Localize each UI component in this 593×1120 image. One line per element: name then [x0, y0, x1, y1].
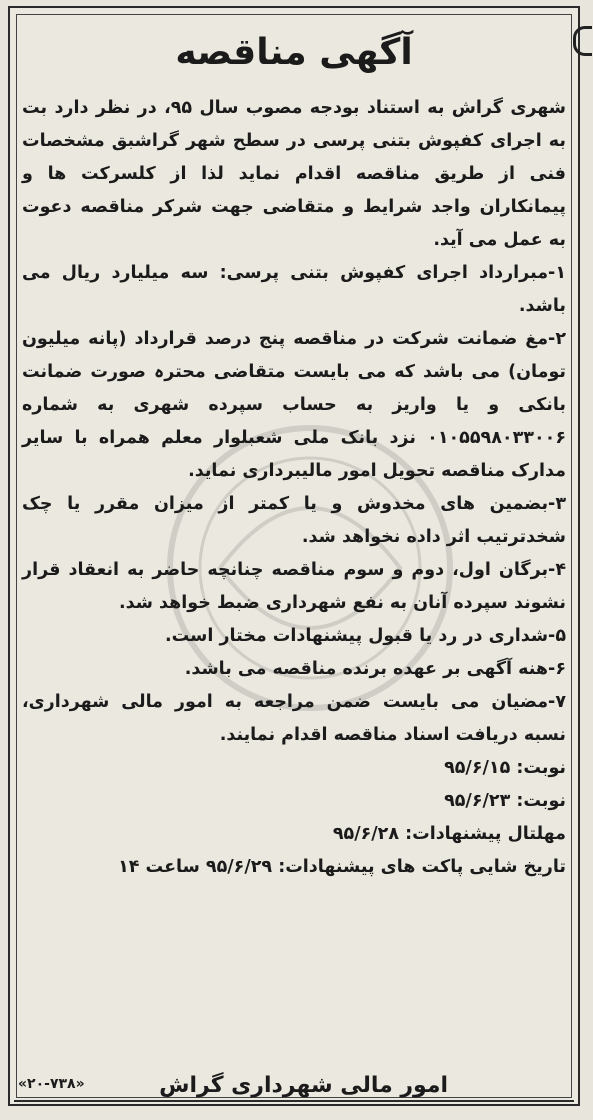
- notice-frame: [8, 6, 580, 1106]
- list-item: ۷-مضیان می بایست ضمن مراجعه به امور مالی شهرداری، نسبه دریافت اسناد مناقصه اقدام نمایند.: [22, 692, 566, 745]
- list-item: ۶-هنه آگهی بر عهده برنده مناقصه می باشد.: [184, 659, 566, 679]
- bottom-divider: [14, 1100, 574, 1102]
- notice-content: [22, 18, 566, 1094]
- notice-title: آگهی مناقصه: [175, 32, 413, 73]
- opening-date: تاریخ شایی پاکت های پیشنهادات: ۹۵/۶/۲۹ ساعت ۱۴: [118, 857, 566, 877]
- list-item: ۳-بضمین های مخدوش و یا کمتر از میزان مقرر یا چک شخدترتیب اثر داده نخواهد شد.: [22, 494, 566, 547]
- list-item: ۴-برگان اول، دوم و سوم مناقصه چنانچه حاضر به انعقاد قرار نشوند سپرده آنان به نفع شهرداری ضبط خواهد شد.: [22, 560, 566, 613]
- signature: امور مالی شهرداری گراش: [159, 1073, 448, 1098]
- notice-code: «۲۰-۷۳۸»: [18, 1076, 85, 1092]
- deadline: مهلتال پیشنهادات: ۹۵/۶/۲۸: [332, 824, 566, 844]
- list-item: ۲-مغ ضمانت شرکت در مناقصه پنج درصد قرارداد (پانه میلیون تومان) می باشد که می بایست متقاضی محترہ صورت ضمانت بانکی و یا واریز به حساب سپرده شهری به شماره ۰۱۰۵۵۹۸۰۳۳۰۰۶ نزد بانک ملی شعبلوار معلم همراه با سایر مدارک مناقصه تحویل امور مالیبرداری نماید.: [22, 329, 566, 481]
- corner-mark: [573, 26, 592, 56]
- list-item: ۵-شداری در رد یا قبول پیشنهادات مختار است.: [164, 626, 566, 646]
- publish-date-1: نوبت: ۹۵/۶/۱۵: [444, 758, 566, 778]
- publish-date-2: نوبت: ۹۵/۶/۲۳: [444, 791, 566, 811]
- footer: [10, 1060, 578, 1104]
- list-item: ۱-مبرارداد اجرای کفپوش بتنی پرسی: سه میلیارد ریال می باشد.: [22, 263, 566, 316]
- intro-paragraph: شهری گراش به استناد بودجه مصوب سال ۹۵، در نظر دارد بت به اجرای کفپوش بتنی پرسی در سطح شهر گراشبق مشخصات فنی از طریق مناقصه اقدام نماید لذا از کلسرکت ها و پیمانکاران واجد شرایط و متقاضی جهت شرکر مناقصه دعوت به عمل می آید.: [22, 98, 567, 250]
